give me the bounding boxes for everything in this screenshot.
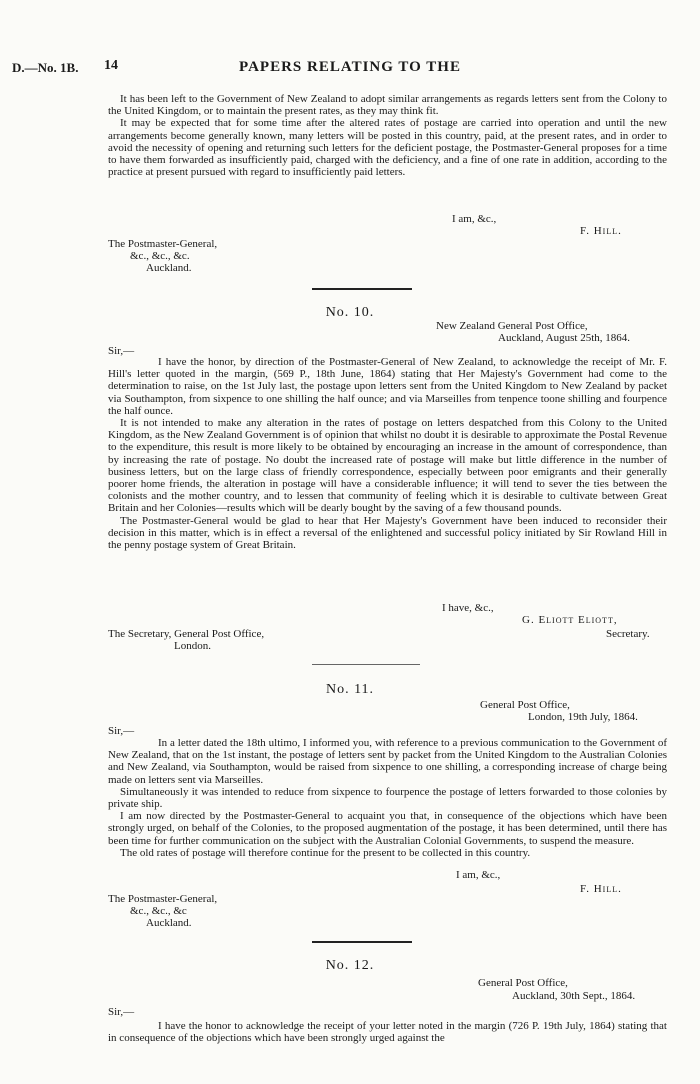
signature: F. Hill. bbox=[580, 883, 622, 895]
letter-11-body bbox=[108, 737, 667, 859]
letter-number: No. 11. bbox=[325, 682, 375, 697]
addressee bbox=[108, 893, 217, 929]
letter-number: No. 12. bbox=[325, 958, 375, 973]
letter-office: New Zealand General Post Office, bbox=[436, 320, 588, 332]
addressee-line: The Postmaster-General, bbox=[108, 238, 218, 250]
page-title: PAPERS RELATING TO THE bbox=[239, 59, 461, 75]
addressee-line: London. bbox=[174, 640, 211, 652]
addressee-line: Auckland. bbox=[146, 262, 192, 274]
closing: I have, &c., bbox=[442, 602, 494, 614]
letter-10-body bbox=[108, 356, 667, 551]
paragraph: It has been left to the Government of New Zealand to adopt similar arrangements as regards letters sent from the Colony to the United Kingdom, or to maintain the present rates, as they may think fit. bbox=[108, 93, 667, 118]
addressee bbox=[108, 238, 217, 274]
addressee-line: Auckland. bbox=[146, 917, 192, 929]
letter-number: No. 10. bbox=[325, 305, 375, 320]
document-reference: D.—No. 1B. bbox=[12, 60, 79, 75]
closing: I am, &c., bbox=[452, 213, 497, 225]
paragraph: In a letter dated the 18th ultimo, I informed you, with reference to a previous communication to the Government of New Zealand, that on the 1st instant, the postage of letters sent by packet from the United Kingdom to the Australian Colonies and New Zealand, via Southampton, would be raised from sixpence to one shilling, a corresponding increase of charge being made on letters sent via Marseilles. bbox=[108, 737, 667, 786]
closing: I am, &c., bbox=[456, 869, 501, 881]
signature-title: Secretary. bbox=[606, 628, 650, 640]
paragraph: I have the honor, by direction of the Postmaster-General of New Zealand, to acknowledge the receipt of Mr. F. Hill's letter quoted in the margin, (569 P., 18th June, 1864) stating that Her Majesty's Government had come to the determination to raise, on the 1st July last, the postage upon letters sent from the United Kingdom to New Zealand by packet via Southampton, from sixpence to one shilling the half ounce; and via Marseilles from tenpence toone shilling and fourpence the half ounce. bbox=[108, 356, 667, 417]
paragraph: Simultaneously it was intended to reduce from sixpence to fourpence the postage of letters forwarded to those colonies by private ship. bbox=[108, 785, 667, 811]
letter-9-body bbox=[108, 93, 667, 178]
signature: F. Hill. bbox=[580, 225, 622, 237]
salutation: Sir,— bbox=[108, 1006, 135, 1018]
page-number: 14 bbox=[104, 58, 118, 73]
letter-office: General Post Office, bbox=[478, 977, 568, 989]
divider bbox=[312, 288, 412, 290]
letter-date: London, 19th July, 1864. bbox=[528, 711, 638, 723]
addressee bbox=[108, 628, 264, 652]
divider bbox=[312, 664, 420, 665]
letter-12-body bbox=[108, 1020, 667, 1044]
paragraph: The Postmaster-General would be glad to hear that Her Majesty's Government have been induced to reconsider their decision in this matter, which is in effect a reversal of the enlightened and successful policy initiated by Sir Rowland Hill in the penny postage system of Great Britain. bbox=[108, 514, 667, 552]
paragraph: I have the honor to acknowledge the receipt of your letter noted in the margin (726 P. 19th July, 1864) stating that in consequence of the objections which have been strongly urged against the bbox=[108, 1020, 667, 1045]
letter-date: Auckland, August 25th, 1864. bbox=[498, 332, 630, 344]
salutation: Sir,— bbox=[108, 345, 135, 357]
paragraph: I am now directed by the Postmaster-General to acquaint you that, in consequence of the objections which have been strongly urged, on behalf of the Colonies, to the proposed augmentation of the postage, it has been determined, until there has been time for further communication on the subject with the Australian Colonial Governments, to suspend the measure. bbox=[108, 810, 667, 847]
letter-office: General Post Office, bbox=[480, 699, 570, 711]
addressee-line: The Secretary, General Post Office, bbox=[108, 628, 265, 640]
paragraph: The old rates of postage will therefore continue for the present to be collected in this country. bbox=[120, 846, 531, 859]
signature: G. Eliott Eliott, bbox=[522, 614, 618, 626]
paragraph: It may be expected that for some time after the altered rates of postage are carried into operation and until the new arrangements become generally known, many letters will be posted in this country, paid, at the present rates, and in order to avoid the necessity of opening and returning such letters for the deficient postage, the Postmaster-General proposes for a time to have them forwarded as insufficiently paid, charged with the deficiency, and a fine of one rate in addition, according to the practice at present pursued with regard to insufficiently paid letters. bbox=[108, 117, 667, 179]
addressee-line: &c., &c., &c bbox=[130, 905, 187, 917]
salutation: Sir,— bbox=[108, 725, 135, 737]
letter-date: Auckland, 30th Sept., 1864. bbox=[512, 990, 636, 1002]
page-header bbox=[0, 60, 700, 80]
divider bbox=[312, 941, 412, 943]
addressee-line: &c., &c., &c. bbox=[130, 250, 190, 262]
paragraph: It is not intended to make any alteration in the rates of postage on letters despatched from this Colony to the United Kingdom, as the New Zealand Government is of opinion that whilst no doubt it is desirable to approximate the Postal Revenue to the expenditure, this result is more likely to be obtained by encouraging an increase in the amount of correspondence, than by increasing the rate of postage. No doubt the increased rate of postage will make but little difference in the number of business letters, but on the large class of friendly correspondence, especially between poor emigrants and their generally poorer home friends, the alteration in postage will have a considerable influence; it will tend to sever the ties between the colonists and the mother country, and to lessen that community of feeling which it is desirable to cultivate between Great Britain and her Colonies—results which will be dearly bought by the saving of a few thousand pounds. bbox=[108, 417, 667, 515]
addressee-line: The Postmaster-General, bbox=[108, 893, 218, 905]
